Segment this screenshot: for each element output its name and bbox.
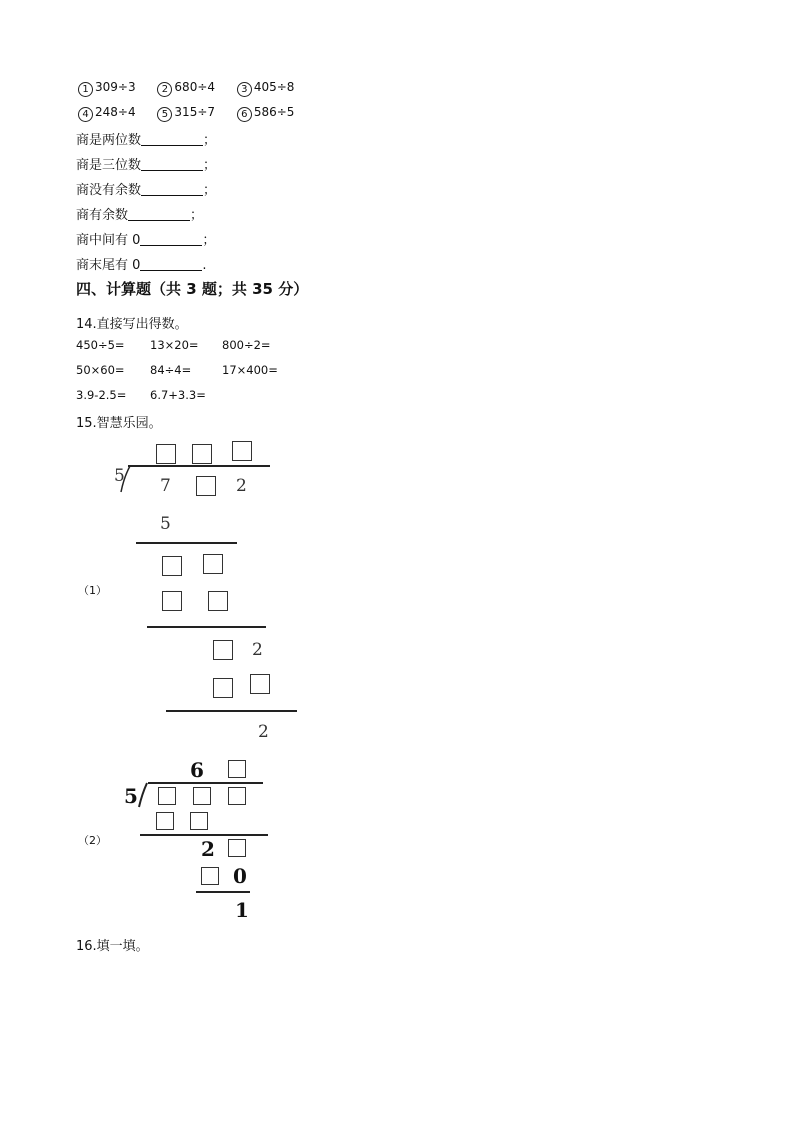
punctuation: ；	[203, 183, 217, 198]
step-box[interactable]	[162, 556, 182, 576]
subtraction-line	[140, 834, 268, 836]
division-bar	[128, 465, 270, 467]
punctuation: ；	[203, 133, 217, 148]
circled-number: 2	[157, 82, 172, 97]
calc-item: 3.9-2.5=	[76, 388, 127, 402]
option-expression: 315÷7	[174, 105, 216, 119]
circled-number: 1	[78, 82, 93, 97]
divisor: 5	[124, 784, 138, 808]
step-box[interactable]	[201, 867, 219, 885]
classify-label: 商末尾有 0	[76, 258, 141, 273]
step-digit: 0	[233, 864, 247, 888]
part-label-2: （2）	[78, 834, 107, 847]
quotient-box[interactable]	[156, 444, 176, 464]
step-box[interactable]	[208, 591, 228, 611]
answer-blank[interactable]	[128, 208, 190, 221]
option-expression: 405÷8	[253, 80, 295, 94]
option-expression: 586÷5	[253, 105, 295, 119]
calc-item: 50×60=	[76, 363, 125, 377]
dividend-box[interactable]	[193, 787, 211, 805]
division-bar	[148, 782, 263, 784]
classify-label: 商没有余数	[76, 183, 142, 198]
answer-blank[interactable]	[140, 233, 202, 246]
q15-title: 15.智慧乐园。	[76, 416, 162, 431]
answer-blank[interactable]	[141, 133, 203, 146]
step-digit: 2	[252, 640, 263, 660]
remainder: 2	[258, 722, 269, 742]
punctuation: ；	[202, 233, 216, 248]
answer-blank[interactable]	[141, 158, 203, 171]
quotient-digit: 6	[190, 758, 204, 782]
calc-item: 6.7+3.3=	[150, 388, 206, 402]
divisor: 5	[114, 466, 125, 486]
step-box[interactable]	[162, 591, 182, 611]
calc-item: 84÷4=	[150, 363, 192, 377]
option-expression: 309÷3	[95, 80, 136, 94]
option-1	[78, 80, 136, 97]
options-row-1	[78, 80, 312, 97]
circled-number: 4	[78, 107, 93, 122]
dividend-box[interactable]	[228, 787, 246, 805]
quotient-box[interactable]	[232, 441, 252, 461]
subtraction-line	[136, 542, 237, 544]
step-box[interactable]	[250, 674, 270, 694]
calc-item: 13×20=	[150, 338, 199, 352]
answer-blank[interactable]	[140, 258, 202, 271]
part-label-1: （1）	[78, 584, 107, 597]
classify-label: 商是三位数	[76, 158, 142, 173]
step-box[interactable]	[213, 640, 233, 660]
calc-item: 450÷5=	[76, 338, 125, 352]
q14-title: 14.直接写出得数。	[76, 317, 188, 332]
classify-label: 商有余数	[76, 208, 129, 223]
classify-label: 商是两位数	[76, 133, 142, 148]
division-bracket	[138, 782, 150, 808]
dividend-digit: 2	[236, 476, 247, 496]
punctuation: .	[202, 258, 207, 273]
punctuation: ；	[203, 158, 217, 173]
dividend-box[interactable]	[196, 476, 216, 496]
classify-line	[76, 129, 216, 148]
classify-line	[76, 179, 216, 198]
option-2	[157, 80, 215, 97]
circled-number: 6	[237, 107, 252, 122]
section-title: 四、计算题（共 3 题；共 35 分）	[76, 280, 309, 298]
remainder: 1	[235, 898, 249, 922]
step-digit: 2	[201, 837, 215, 861]
option-expression: 248÷4	[95, 105, 136, 119]
circled-number: 5	[157, 107, 172, 122]
classify-label: 商中间有 0	[76, 233, 141, 248]
q16-title: 16.填一填。	[76, 939, 149, 954]
division-bracket	[120, 465, 134, 493]
option-expression: 680÷4	[174, 80, 216, 94]
step-digit: 5	[160, 514, 171, 534]
classify-line	[76, 154, 216, 173]
option-4	[78, 105, 136, 122]
step-box[interactable]	[203, 554, 223, 574]
subtraction-line	[166, 710, 297, 712]
option-3	[237, 80, 295, 97]
calc-item: 17×400=	[222, 363, 278, 377]
punctuation: ；	[190, 208, 204, 223]
quotient-box[interactable]	[228, 760, 246, 778]
options-row-2	[78, 105, 312, 122]
classify-line	[76, 254, 207, 273]
circled-number: 3	[237, 82, 252, 97]
subtraction-line	[196, 891, 250, 893]
step-box[interactable]	[213, 678, 233, 698]
answer-blank[interactable]	[141, 183, 203, 196]
option-5	[157, 105, 215, 122]
quotient-box[interactable]	[192, 444, 212, 464]
dividend-digit: 7	[160, 476, 171, 496]
dividend-box[interactable]	[158, 787, 176, 805]
classify-line	[76, 229, 215, 248]
classify-line	[76, 204, 203, 223]
option-6	[237, 105, 295, 122]
calc-item: 800÷2=	[222, 338, 271, 352]
step-box[interactable]	[156, 812, 174, 830]
step-box[interactable]	[190, 812, 208, 830]
step-box[interactable]	[228, 839, 246, 857]
subtraction-line	[147, 626, 266, 628]
